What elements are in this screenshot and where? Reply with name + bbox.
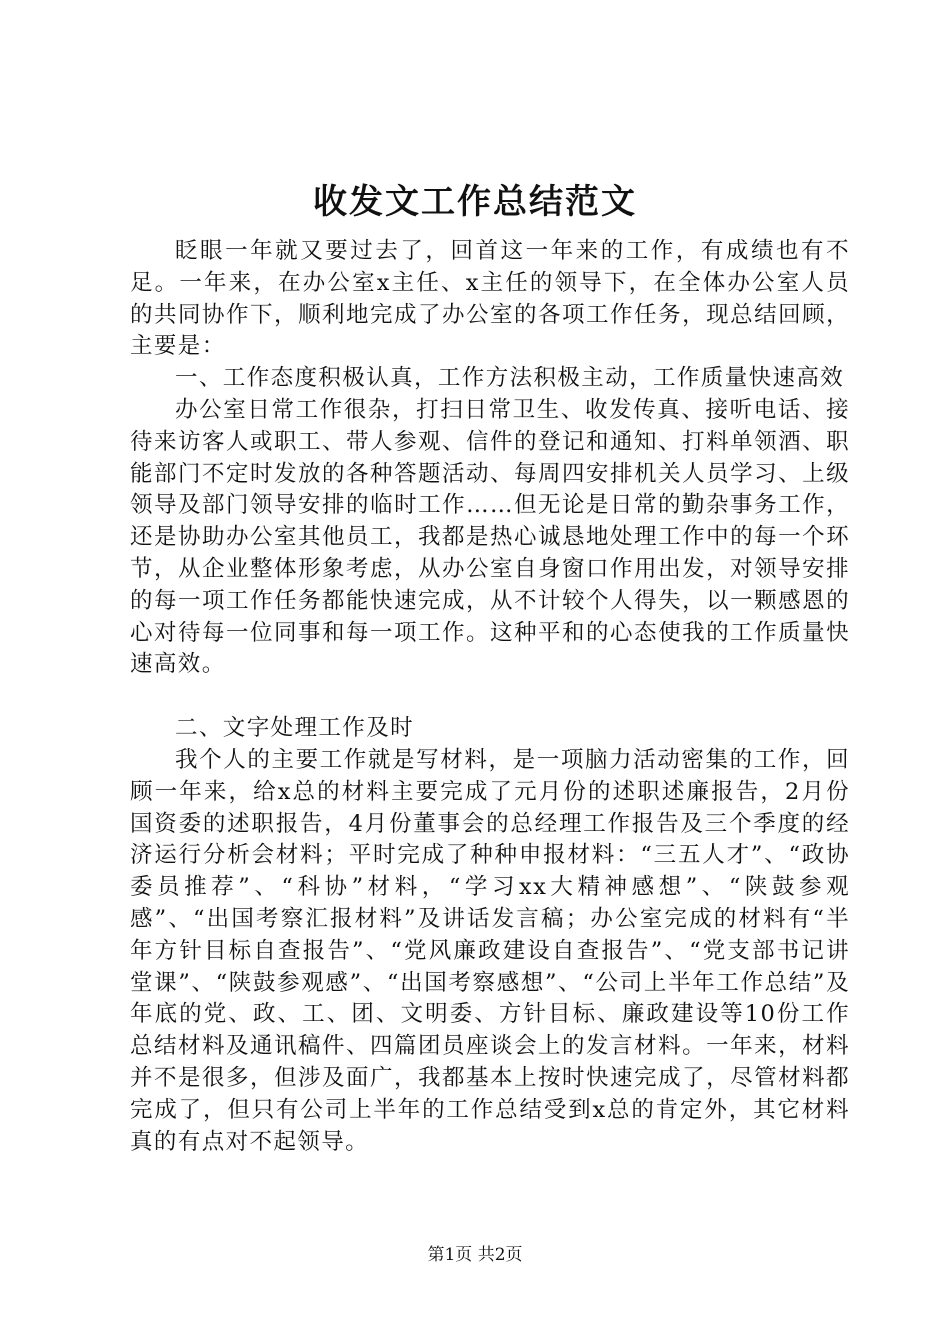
section-heading-1: 一、工作态度积极认真，工作方法积极主动，工作质量快速高效: [175, 365, 845, 392]
paragraph-intro: 眨眼一年就又要过去了，回首这一年来的工作，有成绩也有不足。一年来，在办公室x主任、x主任的领导下，在全体办公室人员的共同协作下，顺利地完成了办公室的各项工作任务，现总结回顾，主要是：: [130, 238, 850, 360]
paragraph-section-2: 我个人的主要工作就是写材料，是一项脑力活动密集的工作，回顾一年来，给x总的材料主要完成了元月份的述职述廉报告，2月份国资委的述职报告，4月份董事会的总经理工作报告及三个季度的经济运行分析会材料；平时完成了种种申报材料：“三五人才”、“政协委员推荐”、“科协”材料，“学习xx大精神感想”、“陕鼓参观感”、“出国考察汇报材料”及讲话发言稿；办公室完成的材料有“半年方针目标自查报告”、“党风廉政建设自查报告”、“党支部书记讲堂课”、“陕鼓参观感”、“出国考察感想”、“公司上半年工作总结”及年底的党、政、工、团、文明委、方针目标、廉政建设等10份工作总结材料及通讯稿件、四篇团员座谈会上的发言材料。一年来，材料并不是很多，但涉及面广，我都基本上按时快速完成了，尽管材料都完成了，但只有公司上半年的工作总结受到x总的肯定外，其它材料真的有点对不起领导。: [130, 746, 850, 1155]
section-heading-2: 二、文字处理工作及时: [175, 715, 415, 742]
document-title: 收发文工作总结范文: [313, 182, 637, 222]
paragraph-section-1: 办公室日常工作很杂，打扫日常卫生、收发传真、接听电话、接待来访客人或职工、带人参观、信件的登记和通知、打料单领酒、职能部门不定时发放的各种答题活动、每周四安排机关人员学习、上级领导及部门领导安排的临时工作……但无论是日常的勤杂事务工作，还是协助办公室其他员工，我都是热心诚恳地处理工作中的每一个环节，从企业整体形象考虑，从办公室自身窗口作用出发，对领导安排的每一项工作任务都能快速完成，从不计较个人得失，以一颗感恩的心对待每一位同事和每一项工作。这种平和的心态使我的工作质量快速高效。: [130, 396, 850, 678]
document-body: [130, 236, 850, 1158]
page-footer: 第1页 共2页: [427, 1245, 523, 1265]
